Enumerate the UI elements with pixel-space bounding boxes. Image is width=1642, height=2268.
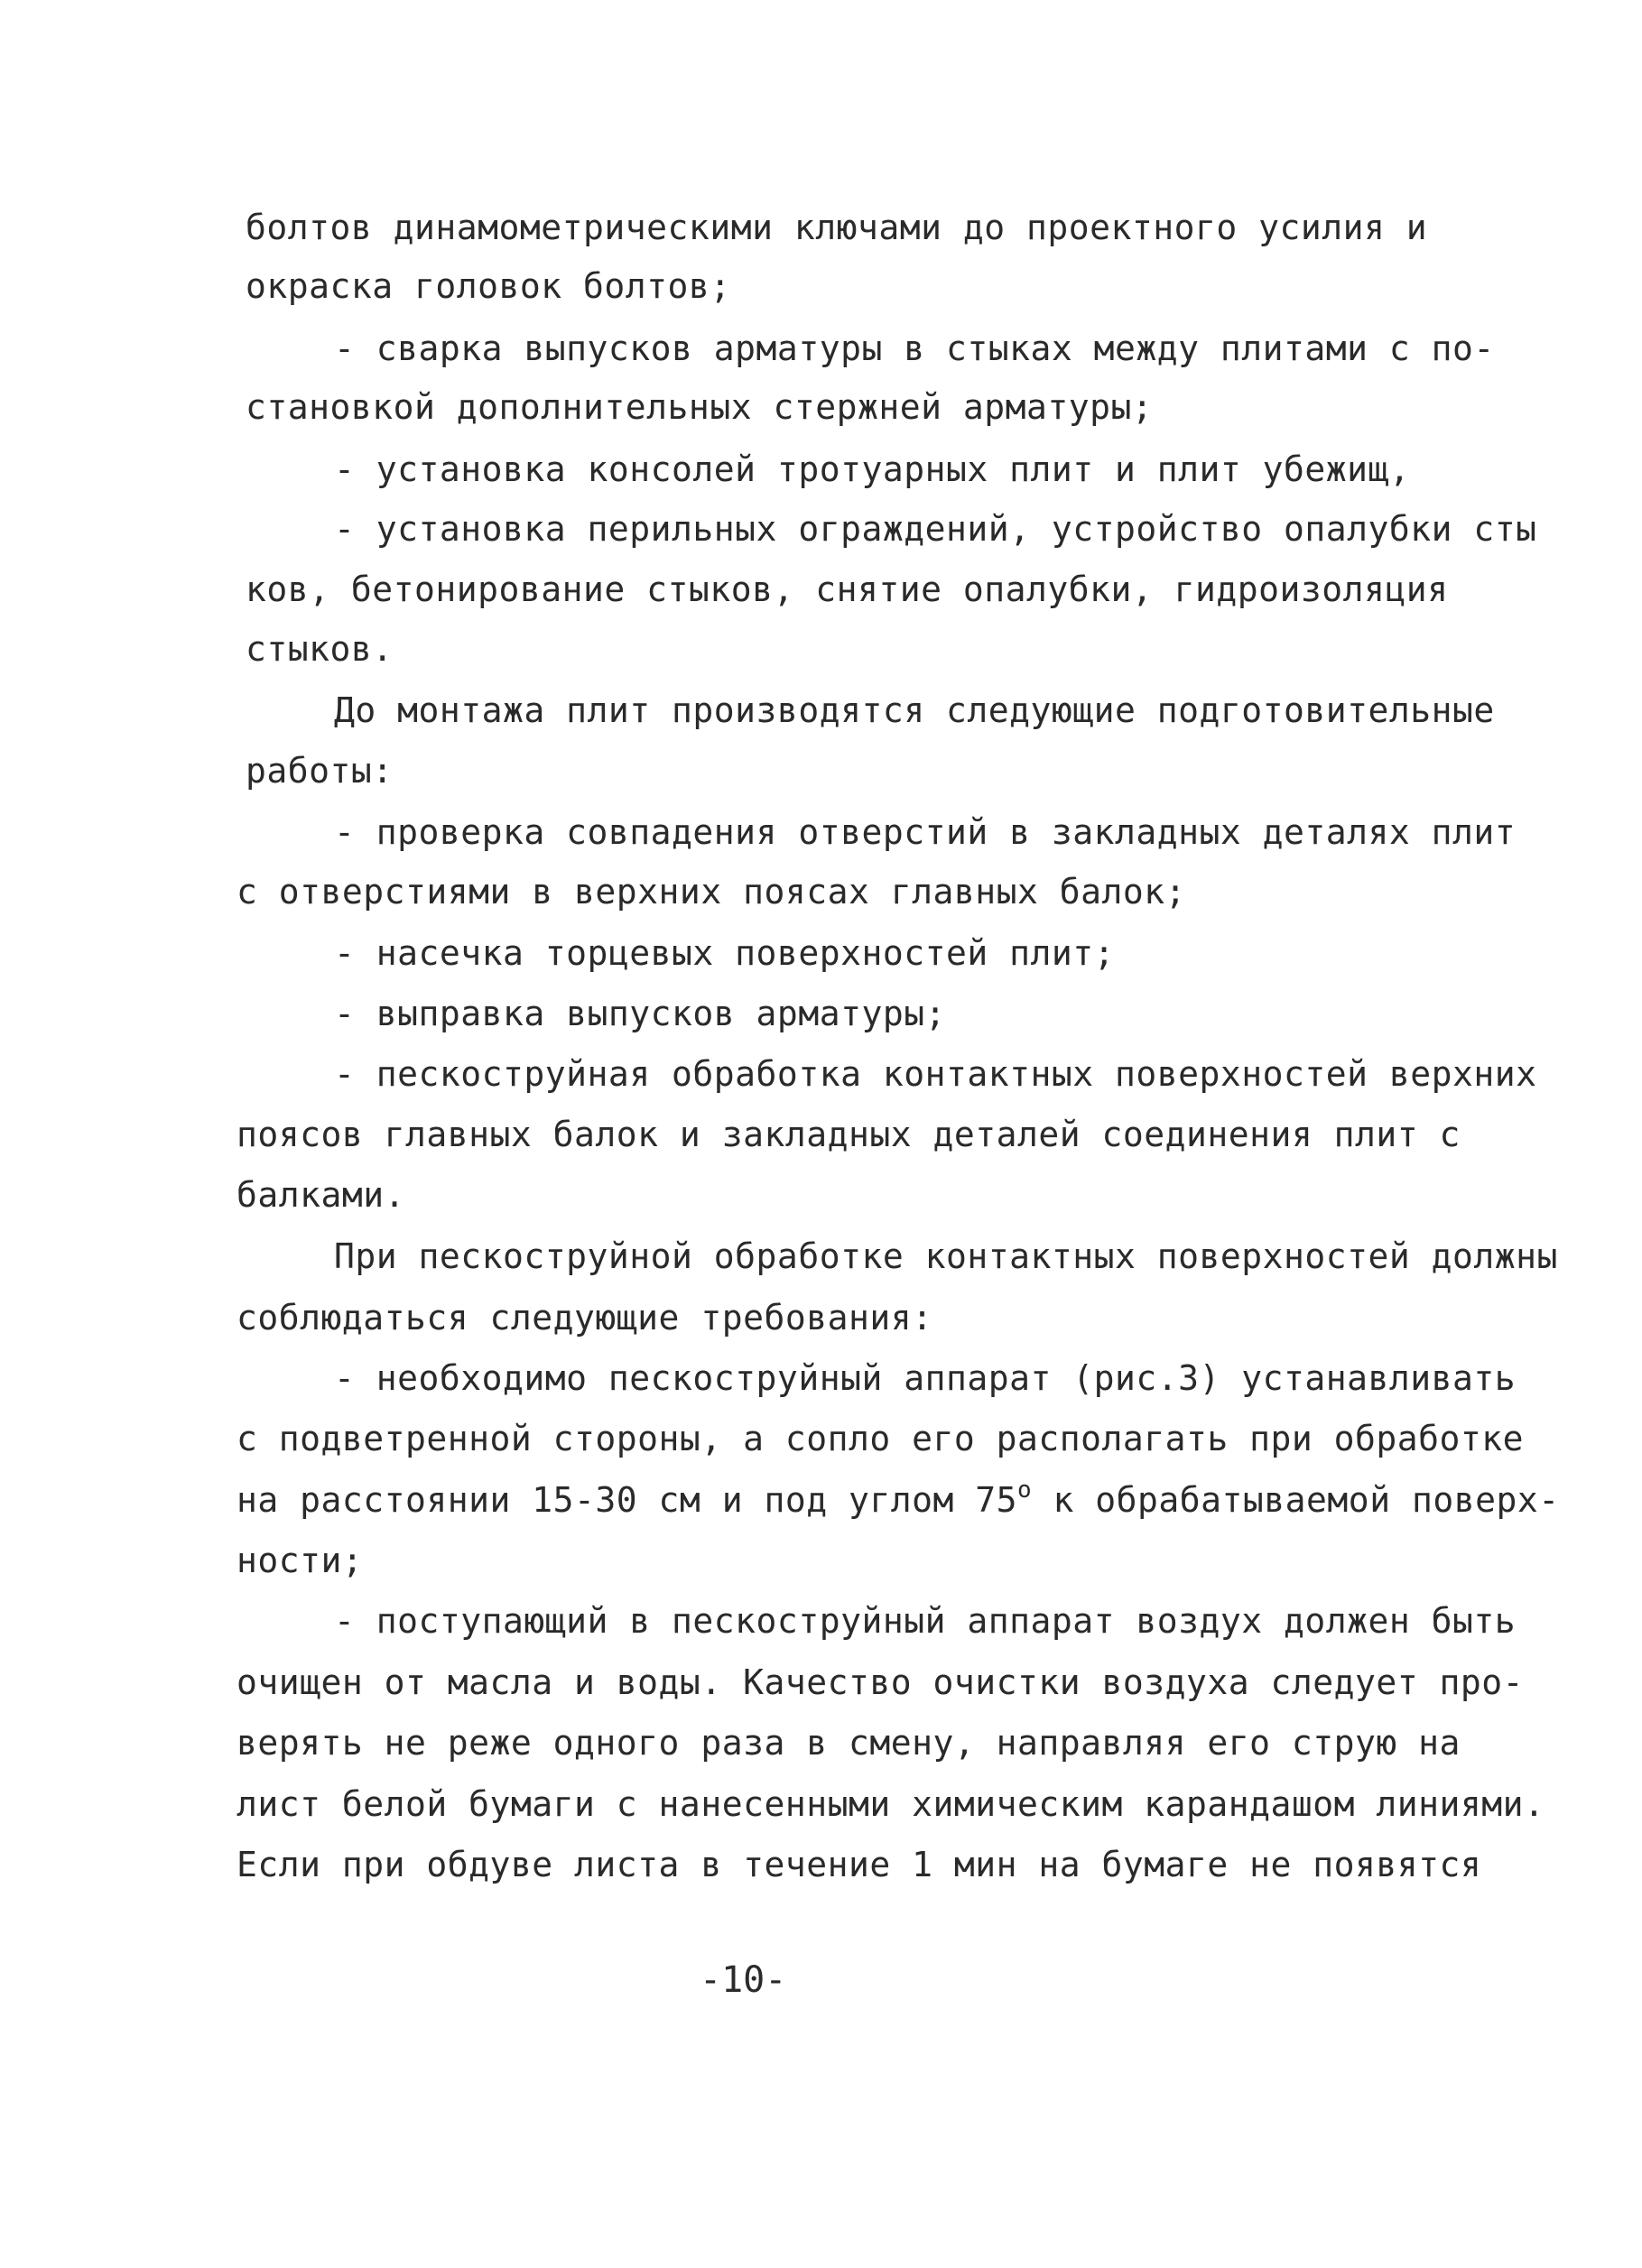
degree-superscript: о — [1016, 1477, 1033, 1504]
text-line: ности; — [237, 1541, 364, 1580]
page-number: -10- — [700, 1959, 787, 2001]
text-line: окраска головок болтов; — [246, 266, 731, 306]
text-line: - проверка совпадения отверстий в закладных деталях плит — [334, 812, 1517, 852]
text-line: - пескоструйная обработка контактных поверхностей верхних — [334, 1054, 1537, 1094]
text-line: - необходимо пескоструйный аппарат (рис.3) устанавливать — [334, 1358, 1517, 1398]
text-segment: к обрабатываемой поверх- — [1032, 1480, 1560, 1520]
text-line: стыков. — [246, 629, 394, 669]
text-line: становкой дополнительных стержней арматуры; — [246, 387, 1154, 427]
text-line: - установка консолей тротуарных плит и плит убежищ, — [334, 449, 1411, 489]
text-line: верять не реже одного раза в смену, направляя его струю на — [237, 1723, 1461, 1763]
text-line: ков, бетонирование стыков, снятие опалубки, гидроизоляция — [246, 569, 1449, 609]
text-line — [237, 1478, 1560, 1526]
text-line: болтов динамометрическими ключами до проектного усилия и — [246, 208, 1428, 247]
text-line: работы: — [246, 751, 394, 791]
text-line: Если при обдуве листа в течение 1 мин на бумаге не появятся — [237, 1845, 1482, 1884]
text-line: с подветренной стороны, а сопло его располагать при обработке — [237, 1419, 1525, 1458]
text-line: При пескоструйной обработке контактных поверхностей должны — [334, 1236, 1558, 1276]
text-line: - выправка выпусков арматуры; — [334, 994, 946, 1033]
text-line: - насечка торцевых поверхностей плит; — [334, 933, 1115, 973]
text-line: - установка перильных ограждений, устройство опалубки сты — [334, 509, 1537, 549]
text-line: очищен от масла и воды. Качество очистки воздуха следует про- — [237, 1662, 1525, 1702]
text-line: балками. — [237, 1175, 406, 1215]
text-line: лист белой бумаги с нанесенными химическим карандашом линиями. — [237, 1784, 1545, 1824]
text-line: - сварка выпусков арматуры в стыках между плитами с по- — [334, 329, 1495, 368]
text-line: с отверстиями в верхних поясах главных балок; — [237, 872, 1187, 912]
text-line: - поступающий в пескоструйный аппарат воздух должен быть — [334, 1601, 1517, 1641]
text-line: соблюдаться следующие требования: — [237, 1298, 933, 1338]
text-line: поясов главных балок и закладных деталей соединения плит с — [237, 1115, 1461, 1154]
text-segment: на расстоянии 15-30 см и под углом 75 — [237, 1480, 1017, 1520]
text-line: До монтажа плит производятся следующие подготовительные — [334, 690, 1495, 730]
